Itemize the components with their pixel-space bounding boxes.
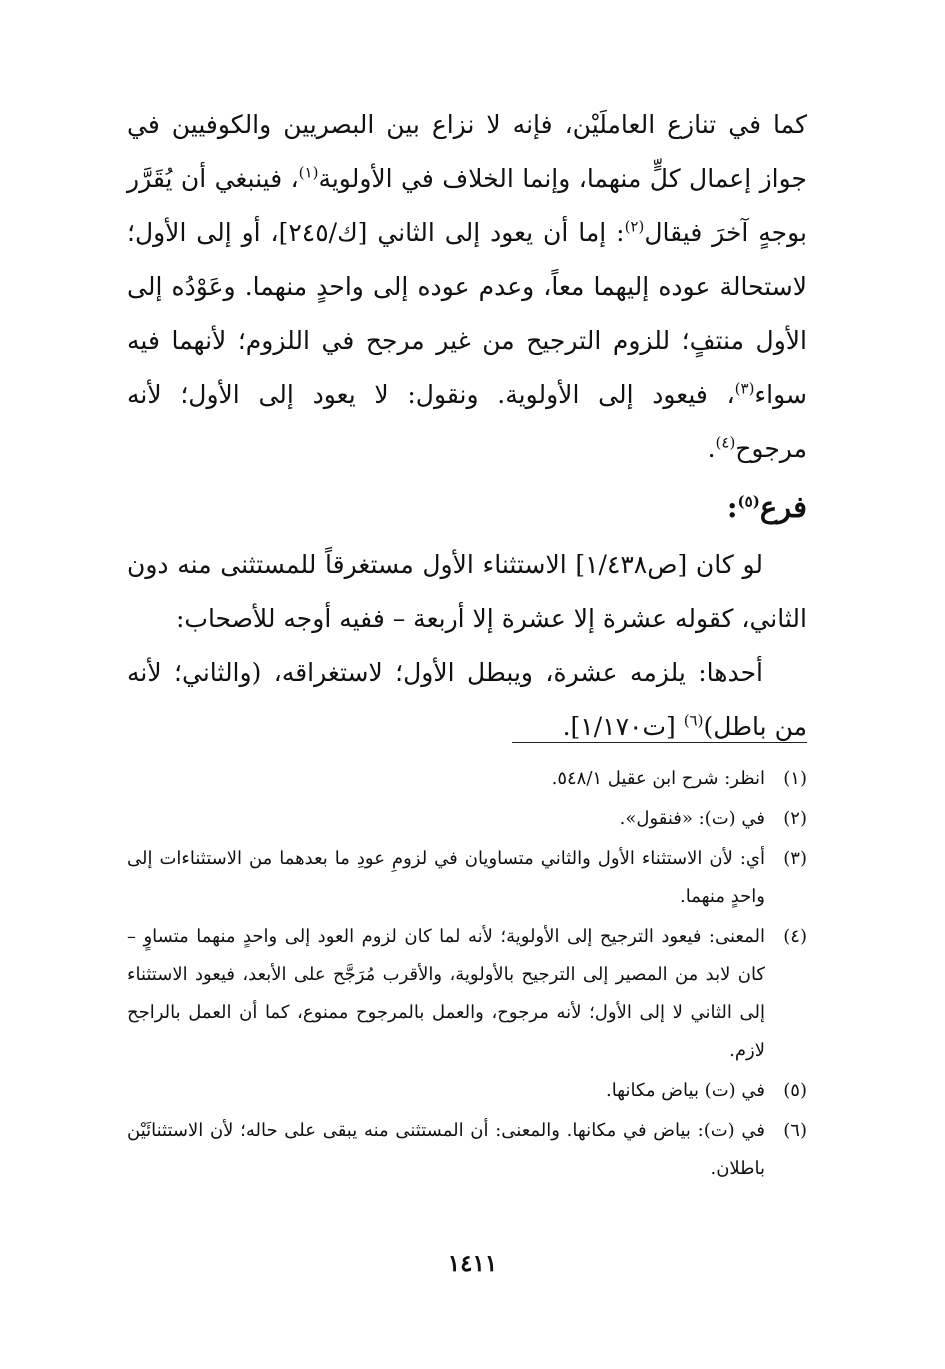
footnote-item (127, 760, 807, 798)
footnote-text: في (ت): «فنقول». (619, 808, 765, 829)
paragraph-1-text-d: ، فيعود إلى الأولوية. ونقول: لا يعود إلى الأول؛ لأنه مرجوح (127, 380, 807, 463)
heading-colon: : (726, 490, 738, 524)
footnote-divider (512, 742, 807, 743)
footnote-ref-5[interactable]: (٥) (737, 492, 760, 511)
paragraph-1-text-e: . (707, 434, 716, 463)
footnote-text: أي: لأن الاستثناء الأول والثاني متساويان في لزومِ عودِ ما بعدهما من الاستثناءات إلى واحدٍ منهما. (127, 848, 765, 907)
footnote-number: (١) (783, 768, 807, 789)
footnote-ref-4[interactable]: (٤) (715, 433, 736, 452)
footnote-item (127, 1112, 807, 1188)
heading-text: فرع (759, 490, 807, 524)
paragraph-3-text-a: أحدها: يلزمه عشرة، ويبطل الأول؛ لاستغراقه، (والثاني؛ لأنه من باطل) (127, 658, 807, 741)
footnote-number: (٥) (783, 1080, 807, 1101)
page-number: ١٤١١ (447, 1250, 498, 1277)
footnote-item (127, 840, 807, 916)
paragraph-3-text-b: [ت١/١٧٠]. (562, 712, 684, 741)
footnote-text: في (ت): بياض في مكانها. والمعنى: أن المستثنى منه يبقى على حاله؛ لأن الاستثنائَيْن باطلان. (127, 1120, 765, 1179)
footnote-number: (٤) (783, 926, 807, 947)
main-text (127, 98, 807, 754)
footnote-ref-1[interactable]: (١) (298, 163, 319, 182)
footnote-item (127, 800, 807, 838)
footnote-number: (٣) (783, 848, 807, 869)
footnote-item (127, 918, 807, 1070)
paragraph-1-text-a: كما في تنازع العاملَيْن، فإنه لا نزاع بين البصريين والكوفيين في جواز إعمال كلٍّ منهما، وإنما الخلاف في الأولوية (127, 110, 807, 193)
footnote-ref-3[interactable]: (٣) (734, 379, 755, 398)
paragraph-1 (127, 98, 807, 476)
paragraph-1-text-c: : إما أن يعود إلى الثاني [ك/٢٤٥]، أو إلى الأول؛ لاستحالة عوده إليهما معاً، وعدم عوده إلى واحدٍ منهما. وعَوْدُه إلى الأول منتفٍ؛ للزوم الترجيح من غير مرجح في اللزوم؛ لأنهما فيه سواء (127, 218, 807, 409)
footnote-ref-2[interactable]: (٢) (624, 217, 645, 236)
footnote-text: المعنى: فيعود الترجيح إلى الأولوية؛ لأنه لما كان لزوم العود إلى واحدٍ منهما متساوٍ – كان لابد من المصير إلى الترجيح بالأولوية، والأقرب مُرَجَّح على الأبعد، فيعود الاستثناء إلى الثاني لا إلى الأول؛ لأنه مرجوح، والعمل بالمرجوح ممنوع، كما أن العمل بالراجح لازم. (127, 926, 765, 1061)
paragraph-3 (127, 646, 807, 754)
footnote-text: في (ت) بياض مكانها. (605, 1080, 765, 1101)
footnote-number: (٢) (783, 808, 807, 829)
footnote-ref-6[interactable]: (٦) (683, 711, 704, 730)
section-heading (127, 476, 807, 538)
paragraph-2: لو كان [ص١/٤٣٨] الاستثناء الأول مستغرقاً للمستثنى منه دون الثاني، كقوله عشرة إلا عشرة إلا أربعة – ففيه أوجه للأصحاب: (127, 550, 807, 633)
paragraph-1-text-b: ، فينبغي أن يُقَرَّر بوجهٍ آخرَ فيقال (127, 164, 808, 247)
footnote-number: (٦) (783, 1120, 807, 1141)
footnote-text: انظر: شرح ابن عقيل ٥٤٨/١. (551, 768, 765, 789)
footnote-item (127, 1072, 807, 1110)
footnotes (127, 760, 807, 1190)
